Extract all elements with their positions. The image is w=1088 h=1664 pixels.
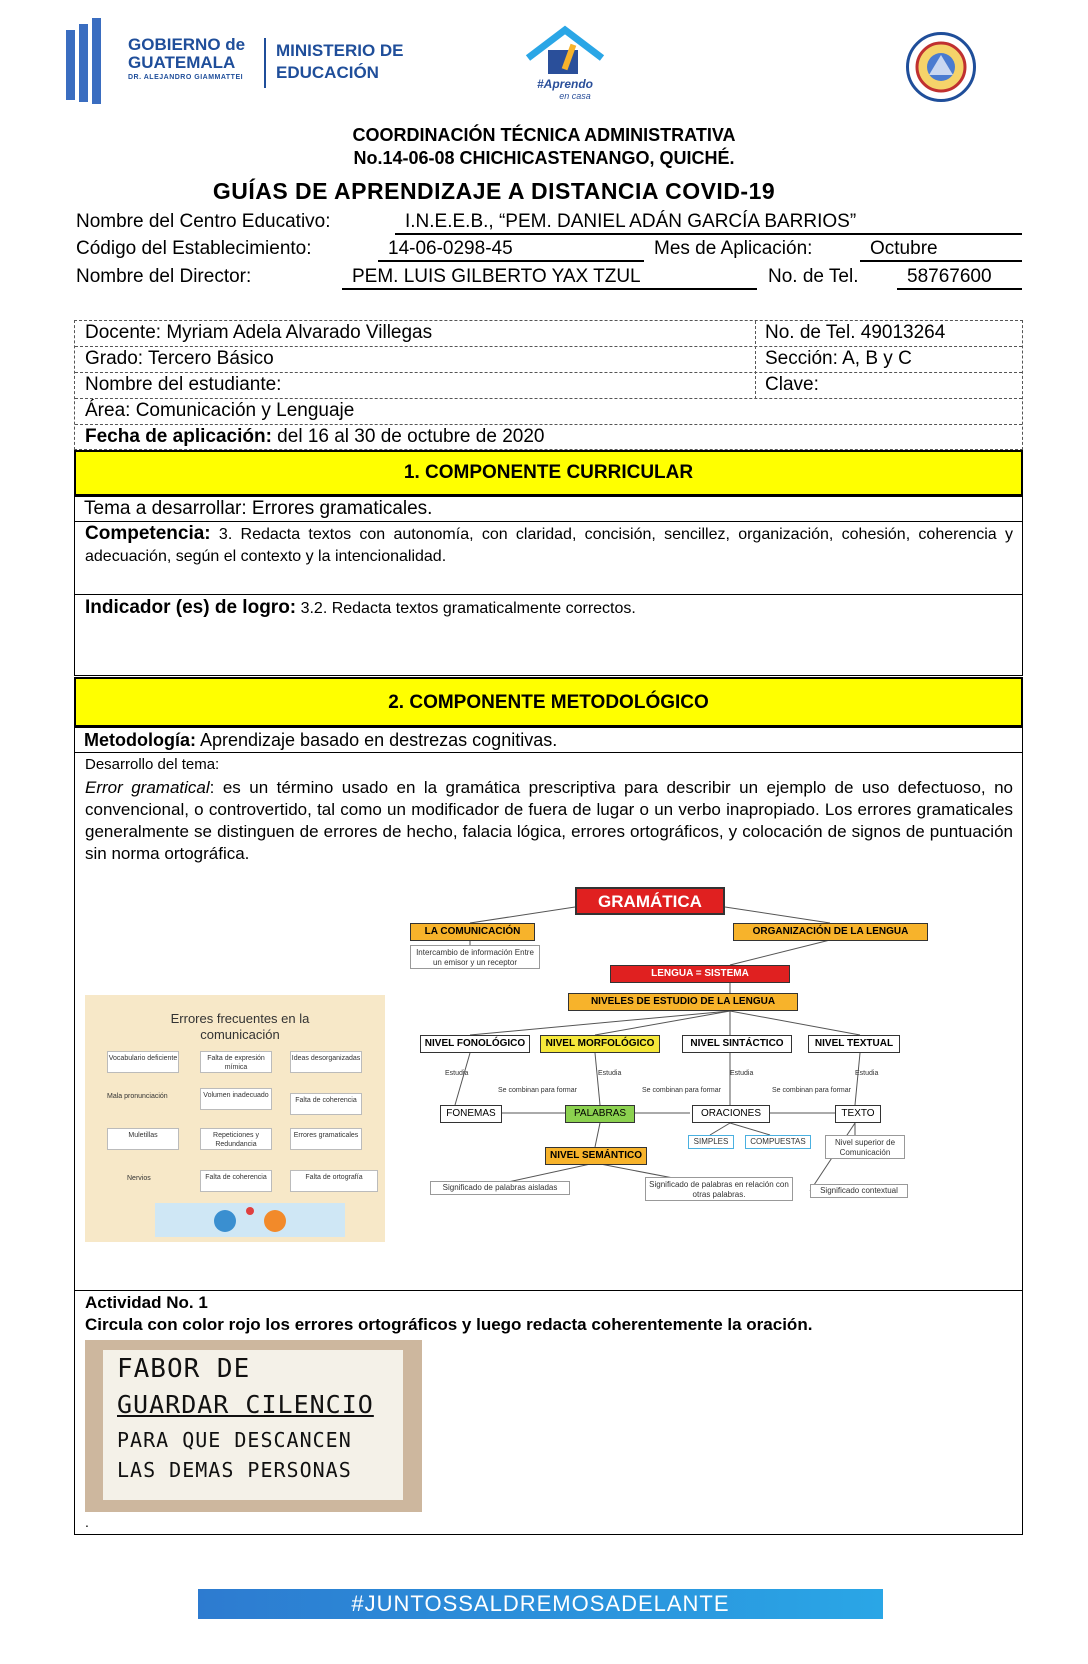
estudiante-label: Nombre del estudiante: [85,374,282,395]
actividad-instruction: Circula con color rojo los errores ortográficos y luego redacta coherentemente la oración. [85,1315,813,1334]
sign-line-2: GUARDAR CILENCIO [117,1390,374,1419]
concept-map [400,885,940,1215]
docente-name: Docente: Myriam Adela Alvarado Villegas [85,322,433,343]
error-gramatical-body: : es un término usado en la gramática prescriptiva para describir un ejemplo de uso defectuoso, no convencional, o controvertido, tal como un modificador de fuera de lugar o un verbo inapropiado. Los errores gramaticales generalmente se distinguen de errores de hecho, falacia lógica, errores ortográficos, y colocación de signos de puntuación sin norma ortográfica. [85,778,1013,863]
nivel-sintactico-node: NIVEL SINTÁCTICO [682,1035,792,1053]
nivel-morfologico-node: NIVEL MORFOLÓGICO [540,1035,660,1053]
significado-aisladas-node: Significado de palabras aisladas [430,1181,570,1195]
teacher-info-table [74,320,1023,450]
errores-item: Falta de coherencia [200,1170,272,1192]
sign-line-3: PARA QUE DESCANCEN [117,1428,352,1452]
grado-text: Grado: Tercero Básico [85,348,274,369]
significado-contextual-node: Significado contextual [810,1184,908,1198]
sign-line-4: LAS DEMAS PERSONAS [117,1458,352,1482]
combinan-label: Se combinan para formar [642,1087,721,1094]
errores-frecuentes-image [85,995,385,1242]
aprendo-en-casa-logo [520,24,610,102]
tema-row: Tema a desarrollar: Errores gramaticales. [74,496,1023,522]
desarrollo-label: Desarrollo del tema: [85,756,220,773]
palabras-node: PALABRAS [565,1105,635,1123]
trailing-period: . [85,1514,89,1530]
mes-value: Octubre [860,238,1022,262]
errores-item: Falta de coherencia [290,1093,362,1115]
errores-title: Errores frecuentes en la comunicación [170,1011,310,1042]
componente-curricular-header: 1. COMPONENTE CURRICULAR [74,450,1023,496]
estudia-label: Estudia [730,1070,754,1077]
organizacion-node: ORGANIZACIÓN DE LA LENGUA [733,923,928,941]
error-gramatical-text [85,777,1013,865]
lengua-sistema-node: LENGUA = SISTEMA [610,965,790,983]
estudia-label: Estudia [445,1070,469,1077]
competencia-body: 3. Redacta textos con autonomía, con claridad, concisión, sencillez, organización, cohesión, coherencia y adecuación, según el contexto y la intencionalidad. [85,526,1013,565]
ministerio-name: MINISTERIO DE EDUCACIÓN [276,41,404,82]
codigo-label: Código del Establecimiento: [76,238,312,259]
texto-node: TEXTO [835,1105,881,1123]
tel-value: 58767600 [897,266,1022,290]
sign-line-1: FABOR DE [117,1354,251,1384]
oraciones-node: ORACIONES [692,1105,770,1123]
fecha-value: del 16 al 30 de octubre de 2020 [271,426,545,447]
competencia-text [85,523,1013,568]
metodologia-row [74,727,1023,753]
seccion-text: Sección: A, B y C [765,348,912,369]
comunicacion-node: LA COMUNICACIÓN [410,923,535,941]
indicador-body: 3.2. Redacta textos gramaticalmente correctos. [296,600,636,617]
estudia-label: Estudia [855,1070,879,1077]
table-divider [755,321,756,399]
errores-item: Repeticiones y Redundancia [200,1128,272,1150]
logo-separator [264,38,266,88]
errores-item: Falta de expresión mímica [200,1051,272,1073]
area-row [75,399,1022,425]
tel-label: No. de Tel. [768,266,859,287]
nivel-superior-node: Nivel superior de Comunicación [825,1135,905,1159]
indicador-text [85,596,636,621]
director-label: Nombre del Director: [76,266,252,287]
simples-node: SIMPLES [688,1135,734,1149]
codigo-value: 14-06-0298-45 [378,238,644,262]
school-seal-logo [906,32,976,102]
fecha-row [75,425,1022,451]
nivel-textual-node: NIVEL TEXTUAL [808,1035,900,1053]
compuestas-node: COMPUESTAS [745,1135,811,1149]
sign-paper [103,1350,403,1500]
errores-item: Muletillas [107,1128,179,1150]
coordinacion-title: COORDINACIÓN TÉCNICA ADMINISTRATIVA [352,125,736,145]
centro-label: Nombre del Centro Educativo: [76,211,331,232]
gobierno-name: GOBIERNO de GUATEMALA [128,35,246,72]
svg-text:en casa: en casa [559,91,591,101]
errores-item: Errores gramaticales [290,1128,362,1150]
metodologia-body: Aprendizaje basado en destrezas cognitivas. [195,730,558,750]
docente-tel: No. de Tel. 49013264 [765,322,946,343]
mes-label: Mes de Aplicación: [654,238,813,259]
componente-metodologico-header: 2. COMPONENTE METODOLÓGICO [74,677,1023,727]
indicador-label: Indicador (es) de logro: [85,597,297,618]
indicador-divider [74,594,1023,595]
area-text: Área: Comunicación y Lenguaje [85,400,355,421]
significado-relacion-node: Significado de palabras en relación con otras palabras. [645,1177,793,1201]
svg-text:#Aprendo: #Aprendo [536,77,594,91]
combinan-label: Se combinan para formar [498,1087,577,1094]
estudia-label: Estudia [598,1070,622,1077]
actividad-divider [74,1290,1023,1291]
competencia-label: Competencia: [85,523,211,544]
error-gramatical-term: Error gramatical [85,778,210,797]
errores-item: Vocabulario deficiente [107,1051,179,1073]
errores-item: Nervios [127,1175,151,1182]
nivel-semantico-node: NIVEL SEMÁNTICO [545,1147,647,1165]
errores-item: Mala pronunciación [107,1093,168,1100]
gobierno-logo [66,18,426,104]
estudiante-row [75,373,1022,399]
communication-heads-icon [155,1203,345,1237]
fonemas-node: FONEMAS [440,1105,502,1123]
coordinacion-number: No.14-06-08 CHICHICASTENANGO, QUICHÉ. [353,148,735,168]
presidente-name: DR. ALEJANDRO GIAMMATTEI [128,74,244,81]
centro-value: I.N.E.E.B., “PEM. DANIEL ADÁN GARCÍA BARRIOS” [395,211,1022,235]
intercambio-node: Intercambio de información Entre un emisor y un receptor [410,945,540,969]
fecha-label: Fecha de aplicación: [85,426,272,447]
errores-item: Ideas desorganizadas [290,1051,362,1073]
juntos-banner: #JUNTOSSALDREMOSADELANTE [198,1589,883,1619]
niveles-node: NIVELES DE ESTUDIO DE LA LENGUA [568,993,798,1011]
metodologia-label: Metodología: [84,730,196,750]
actividad-title: Actividad No. 1 [85,1293,208,1312]
director-value: PEM. LUIS GILBERTO YAX TZUL [342,266,757,290]
errores-item: Volumen inadecuado [200,1088,272,1110]
errores-item: Falta de ortografía [290,1170,378,1192]
combinan-label: Se combinan para formar [772,1087,851,1094]
clave-label: Clave: [765,374,819,395]
nivel-fonologico-node: NIVEL FONOLÓGICO [420,1035,530,1053]
gramatica-node: GRAMÁTICA [575,887,725,915]
guias-title: GUÍAS DE APRENDIZAJE A DISTANCIA COVID-19 [212,178,776,204]
sign-photo [85,1340,422,1512]
